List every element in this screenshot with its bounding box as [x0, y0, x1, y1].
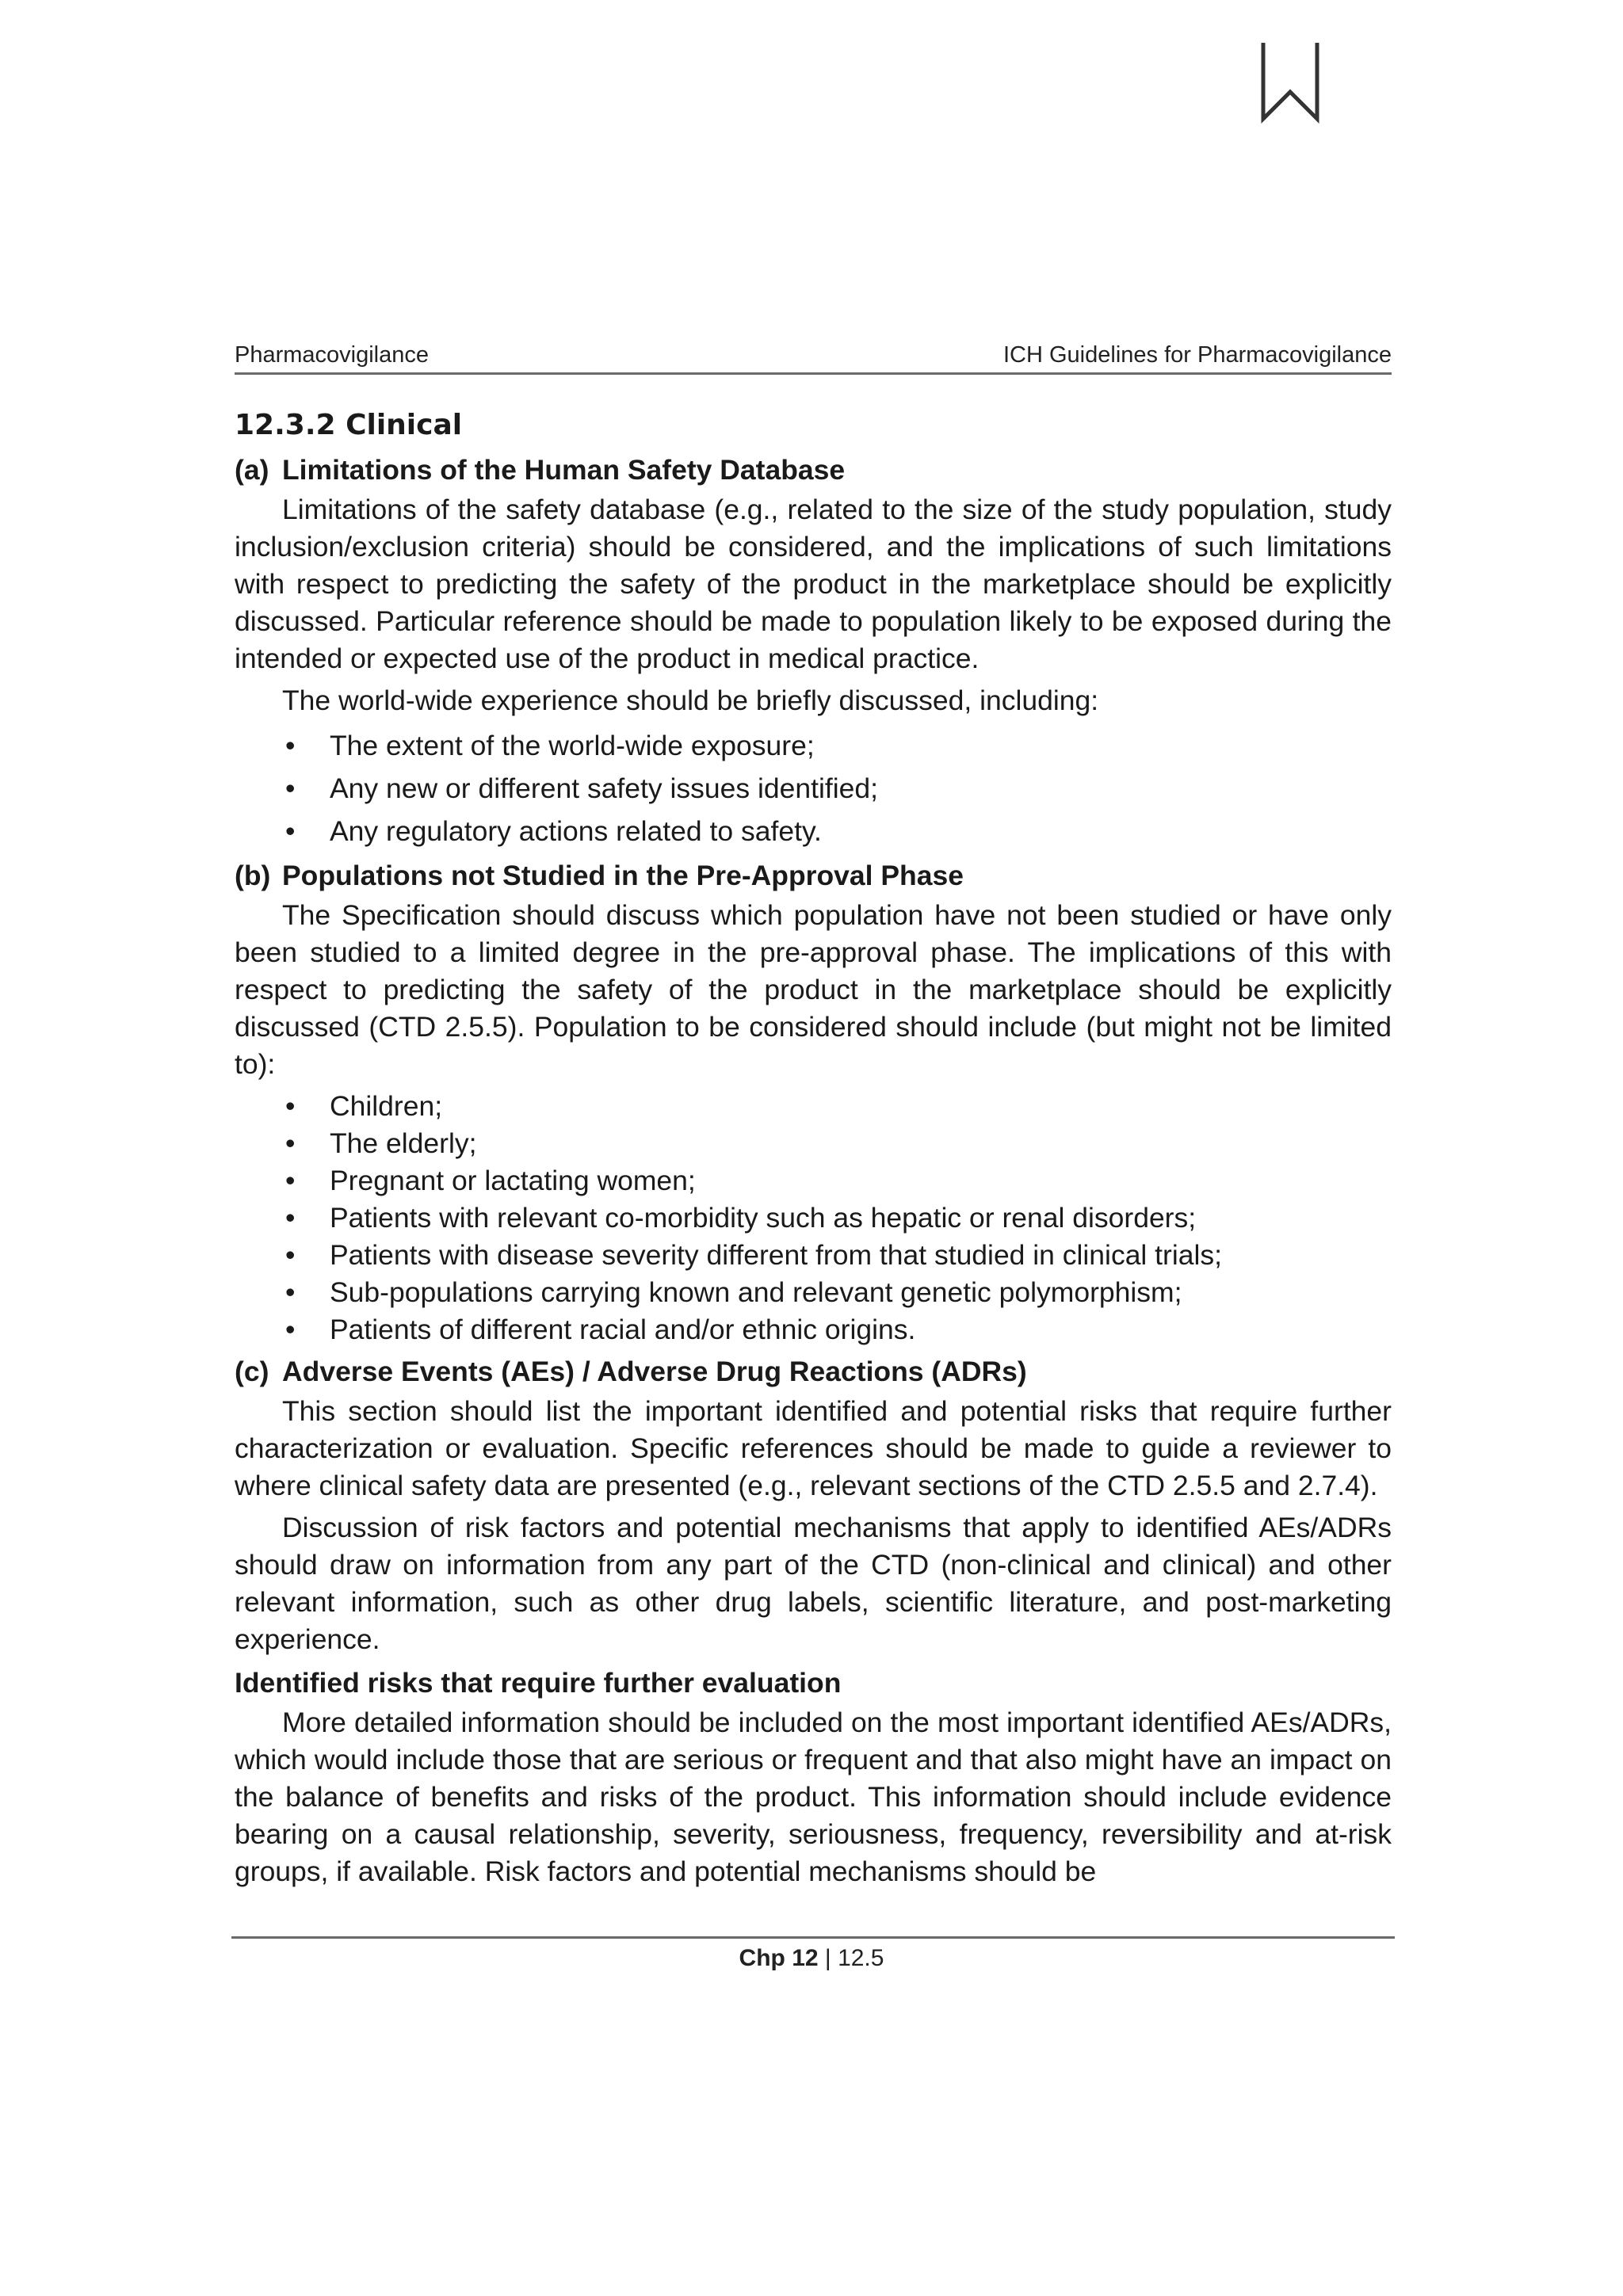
bullet-icon: •	[285, 1127, 296, 1159]
page-footer	[0, 1943, 1623, 1974]
list-item: • Any new or different safety issues identified;	[235, 767, 1392, 810]
subsection-a-intro: The world-wide experience should be briefly discussed, including:	[282, 685, 1099, 716]
list-item: • Patients of different racial and/or ethnic origins.	[235, 1311, 1392, 1348]
subsection-a-paragraph: Limitations of the safety database (e.g., related to the size of the study population, study inclusion/exclusion criteria) should be considered, and the implications of such limitations with respect to predicting the safety of the product in the marketplace should be explicitly discussed. Particular reference should be made to population likely to be exposed during the intended or expected use of the product in medical practice.	[235, 494, 1392, 674]
bullet-icon: •	[285, 730, 296, 761]
bullet-icon: •	[285, 772, 296, 804]
subsection-b-bullet-list	[235, 1088, 1392, 1348]
list-item: • Any regulatory actions related to safety.	[235, 810, 1392, 852]
footer-chapter: Chp 12	[739, 1945, 819, 1971]
list-item: • Children;	[235, 1088, 1392, 1125]
page-content	[235, 402, 1392, 1895]
subsection-a-heading	[235, 450, 1392, 490]
bullet-icon: •	[285, 1276, 296, 1308]
identified-risks-heading: Identified risks that require further evaluation	[235, 1667, 842, 1699]
subsection-c-paragraph-2: Discussion of risk factors and potential mechanisms that apply to identified AEs/ADRs should draw on information from any part of the CTD (non-clinical and clinical) and other relevant information, such as other drug labels, scientific literature, and post-marketing experience.	[235, 1512, 1392, 1655]
subsection-b-title: Populations not Studied in the Pre-Approval Phase	[282, 860, 964, 891]
bookmark-logo-icon	[1258, 40, 1322, 125]
identified-risks-paragraph: More detailed information should be included on the most important identified AEs/ADRs, which would include those that are serious or frequent and that also might have an impact on the balance of benefits and risks of the product. This information should include evidence bearing on a causal relationship, severity, seriousness, frequency, reversibility and at-risk groups, if available. Risk factors and potential mechanisms should be	[235, 1707, 1392, 1887]
footer-page-number: 12.5	[838, 1945, 884, 1971]
bullet-icon: •	[285, 1165, 296, 1196]
subsection-b-heading	[235, 856, 1392, 895]
subsection-a-marker: (a)	[235, 454, 269, 486]
header-right-title: ICH Guidelines for Pharmacovigilance	[1003, 342, 1392, 368]
bullet-icon: •	[285, 1314, 296, 1345]
header-left-title: Pharmacovigilance	[235, 342, 430, 368]
subsection-c-heading	[235, 1352, 1392, 1391]
bullet-icon: •	[285, 1202, 296, 1234]
list-item: • Patients with relevant co-morbidity such as hepatic or renal disorders;	[235, 1199, 1392, 1237]
list-item: • The elderly;	[235, 1125, 1392, 1162]
list-item: • Patients with disease severity different from that studied in clinical trials;	[235, 1237, 1392, 1274]
running-header	[235, 339, 1392, 375]
section-title: 12.3.2 Clinical	[235, 409, 463, 441]
footer-divider	[231, 1936, 1395, 1939]
subsection-a-bullet-list	[235, 724, 1392, 852]
subsection-c-paragraph-1: This section should list the important identified and potential risks that require further characterization or evaluation. Specific references should be made to guide a reviewer to where clinical safety data are presented (e.g., relevant sections of the CTD 2.5.5 and 2.7.4).	[235, 1395, 1392, 1501]
footer-separator: |	[824, 1945, 831, 1971]
list-item: • Sub-populations carrying known and relevant genetic polymorphism;	[235, 1274, 1392, 1311]
bullet-icon: •	[285, 1090, 296, 1122]
subsection-b-paragraph: The Specification should discuss which population have not been studied or have only been studied to a limited degree in the pre-approval phase. The implications of this with respect to predicting the safety of the product in the marketplace should be explicitly discussed (CTD 2.5.5). Population to be considered should include (but might not be limited to):	[235, 899, 1392, 1080]
bullet-icon: •	[285, 815, 296, 847]
subsection-a-title: Limitations of the Human Safety Database	[282, 454, 846, 486]
list-item: • Pregnant or lactating women;	[235, 1162, 1392, 1199]
subsection-c-marker: (c)	[235, 1356, 269, 1387]
subsection-c-title: Adverse Events (AEs) / Adverse Drug Reactions (ADRs)	[282, 1356, 1027, 1387]
bullet-icon: •	[285, 1239, 296, 1271]
subsection-b-marker: (b)	[235, 860, 271, 891]
list-item: • The extent of the world-wide exposure;	[235, 724, 1392, 767]
